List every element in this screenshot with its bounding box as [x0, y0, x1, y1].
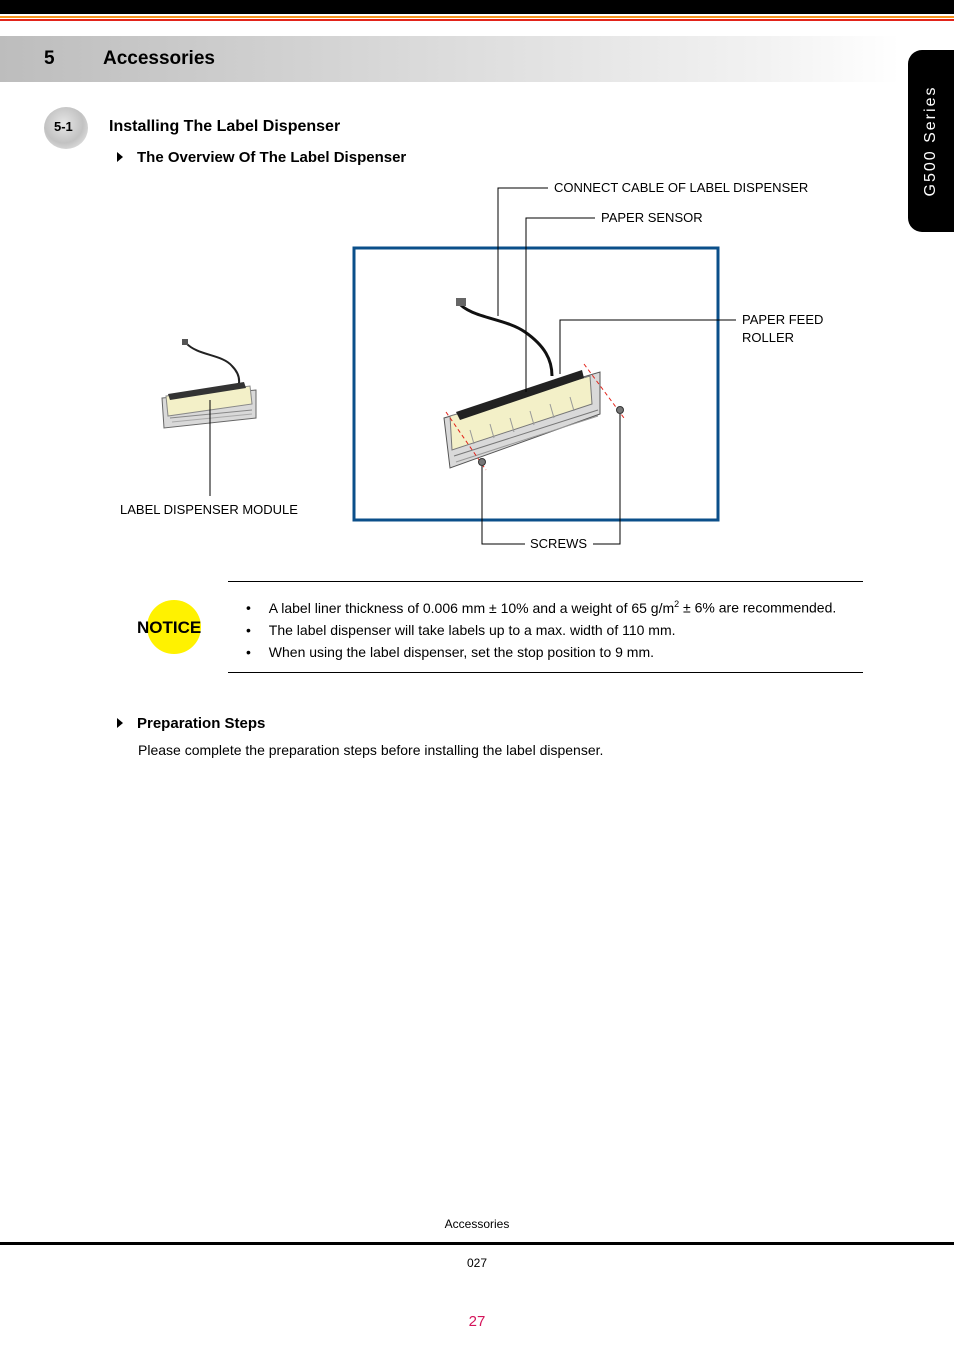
callout-screws: SCREWS — [530, 536, 588, 551]
preparation-heading: Preparation Steps — [137, 715, 266, 732]
bullet-arrow-icon — [117, 718, 123, 728]
small-dispenser-module-illustration — [162, 339, 256, 428]
notice-badge-label: NOTICE — [137, 618, 202, 637]
detail-view-frame — [354, 248, 718, 520]
callout-connect-cable: CONNECT CABLE OF LABEL DISPENSER — [554, 180, 809, 195]
bullet-dot-icon: • — [246, 643, 251, 660]
notice-item: • The label dispenser will take labels up to a max. width of 110 mm. — [246, 621, 676, 638]
bullet-dot-icon: • — [246, 621, 251, 638]
bullet-dot-icon: • — [246, 599, 251, 616]
detail-dispenser-module-illustration — [444, 298, 624, 470]
notice-list — [246, 593, 836, 663]
footer-title: Accessories — [444, 1217, 510, 1231]
footer-rule — [0, 1242, 954, 1245]
section-title: Installing The Label Dispenser — [109, 118, 341, 135]
section-number: 5-1 — [54, 119, 73, 134]
notice-item: • A label liner thickness of 0.006 mm ± 10% and a weight of 65 $g/m^2 \pm 6\%$ are recommended. — [246, 599, 837, 616]
overview-heading: The Overview Of The Label Dispenser — [137, 149, 407, 166]
chapter-number: 5 — [44, 48, 55, 69]
footer-page-code: 027 — [466, 1256, 488, 1270]
notice-top-rule — [228, 581, 863, 582]
callout-paper-feed-line2: ROLLER — [742, 330, 795, 345]
callout-paper-feed-line1: PAPER FEED — [742, 312, 824, 327]
notice-item: • When using the label dispenser, set the stop position to 9 mm. — [246, 643, 655, 660]
callout-leader-lines — [210, 188, 736, 544]
chapter-title: Accessories — [103, 48, 215, 69]
callout-dispenser-module: LABEL DISPENSER MODULE — [120, 502, 298, 517]
page-number: 27 — [468, 1313, 486, 1330]
notice-bottom-rule — [228, 672, 863, 673]
callout-paper-sensor: PAPER SENSOR — [601, 210, 703, 225]
series-side-tab-label: G500 Series — [922, 85, 939, 197]
preparation-text: Please complete the preparation steps before installing the label dispenser. — [138, 742, 604, 758]
